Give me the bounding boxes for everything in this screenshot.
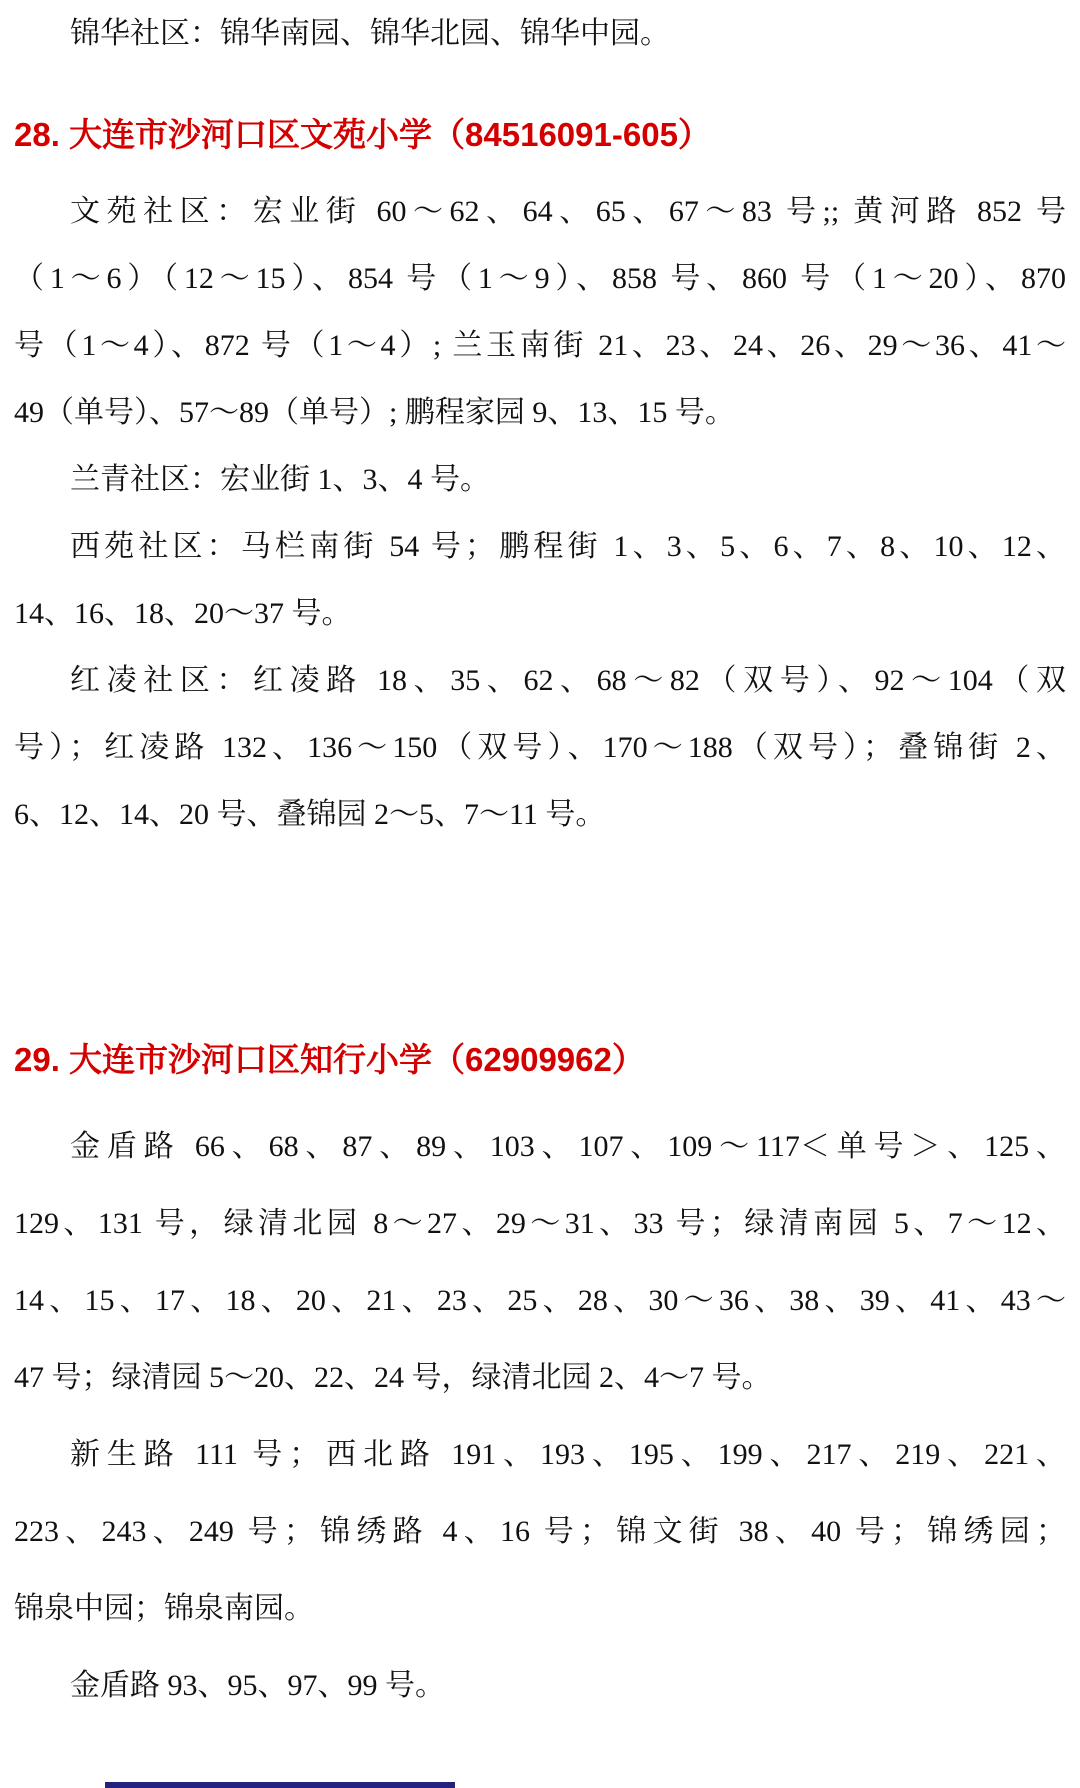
text-line: 14、15、17、18、20、21、23、25、28、30～36、38、39、41、43～	[14, 1284, 1066, 1317]
document-body	[14, 0, 1066, 1724]
cutoff-text-strip	[105, 1782, 455, 1788]
section-heading-29: 29. 大连市沙河口区知行小学（62909962）	[14, 1041, 645, 1078]
text-line: 文苑社区：宏业街 60～62、64、65、67～83 号;; 黄河路 852 号	[70, 195, 1066, 228]
text-line: 6、12、14、20 号、叠锦园 2～5、7～11 号。	[14, 798, 606, 831]
text-line: 号（1～4）、872 号（1～4）; 兰玉南街 21、23、24、26、29～36、41～	[14, 329, 1066, 362]
text-line: 锦华社区：锦华南园、锦华北园、锦华中园。	[70, 17, 670, 50]
text-line: 红凌社区：红凌路 18、35、62、68～82（双号）、92～104（双	[70, 664, 1066, 697]
text-line: 47 号；绿清园 5～20、22、24 号，绿清北园 2、4～7 号。	[14, 1361, 772, 1394]
text-line: 223、243、249 号；锦绣路 4、16 号；锦文街 38、40 号；锦绣园；	[14, 1515, 1066, 1548]
section-heading-28: 28. 大连市沙河口区文苑小学（84516091-605）	[14, 116, 711, 153]
text-line: （1～6）（12～15）、854 号（1～9）、858 号、860 号（1～20）、870	[14, 262, 1066, 295]
text-line: 号）；红凌路 132、136～150（双号）、170～188（双号）；叠锦街 2、	[14, 731, 1066, 764]
text-line: 129、131 号，绿清北园 8～27、29～31、33 号；绿清南园 5、7～12、	[14, 1207, 1066, 1240]
text-line: 14、16、18、20～37 号。	[14, 597, 352, 630]
text-line: 金盾路 93、95、97、99 号。	[70, 1669, 445, 1702]
text-line: 兰青社区：宏业街 1、3、4 号。	[70, 463, 490, 496]
text-line: 49（单号）、57～89（单号）; 鹏程家园 9、13、15 号。	[14, 396, 735, 429]
text-line: 金盾路 66、68、87、89、103、107、109～117＜单号＞、125、	[70, 1130, 1066, 1163]
text-line: 锦泉中园；锦泉南园。	[14, 1592, 314, 1625]
text-line: 新生路 111 号；西北路 191、193、195、199、217、219、221、	[70, 1438, 1066, 1471]
text-line: 西苑社区：马栏南街 54 号；鹏程街 1、3、5、6、7、8、10、12、	[70, 530, 1066, 563]
